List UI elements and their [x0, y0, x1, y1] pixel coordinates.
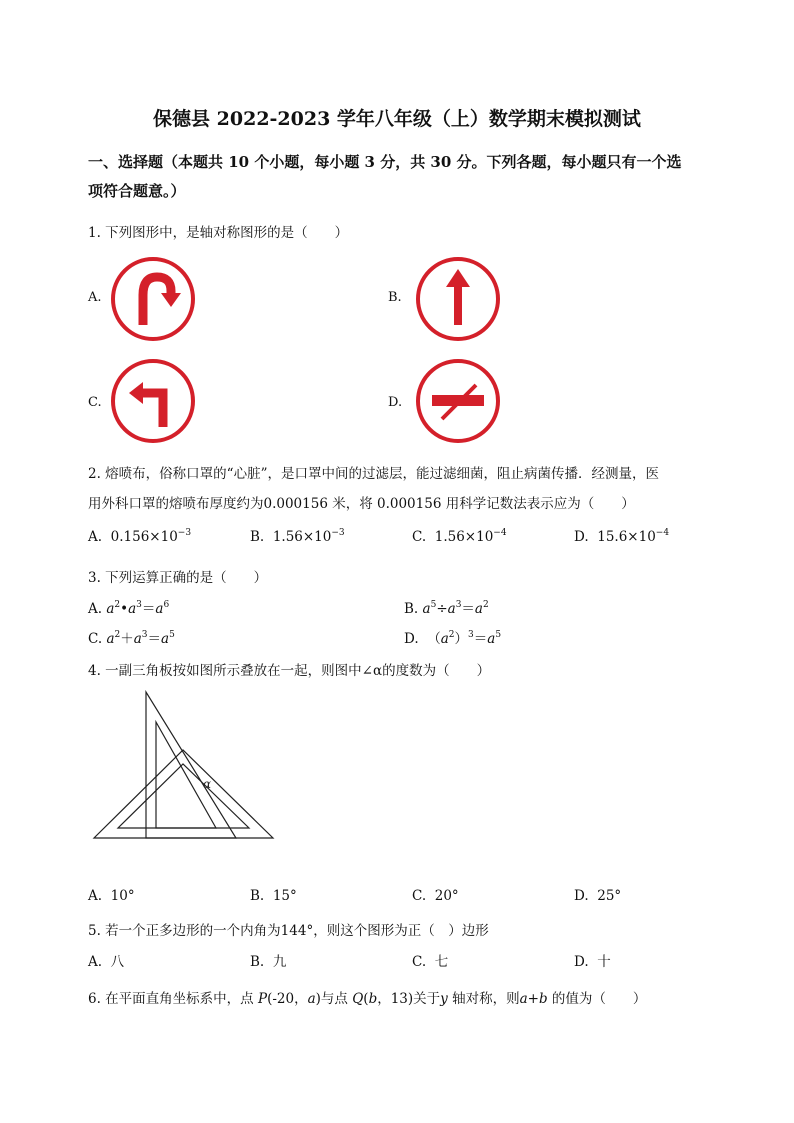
- question-2-line1: 2. 熔喷布，俗称口罩的“心脏”，是口罩中间的过滤层，能过滤细菌，阻止病菌传播．经测量，医: [88, 466, 659, 482]
- q1-option-c-label: C.: [88, 395, 102, 410]
- q2-option-d: D. $15.6\times 10^{-4}$: [574, 528, 670, 545]
- q1-option-b-label: B.: [388, 290, 402, 305]
- q5-option-d: D. 十: [574, 954, 611, 970]
- section-heading-line1: 一、选择题（本题共 10 个小题，每小题 3 分，共 30 分。下列各题，每小题只有一个选: [88, 153, 682, 171]
- q3-option-c: C. $a^2+a^3=a^5$: [88, 630, 175, 647]
- q5-option-c: C. 七: [412, 954, 449, 970]
- triangle-rulers-figure: [92, 690, 277, 846]
- q5-option-a: A. 八: [88, 954, 125, 970]
- q2-option-c: C. $1.56\times 10^{-4}$: [412, 528, 507, 545]
- left-turn-arrow-sign-icon: [109, 357, 197, 449]
- q1-option-d-label: D.: [388, 395, 403, 410]
- q2-option-a: A. $0.156\times 10^{-3}$: [88, 528, 192, 545]
- q4-option-b: B. 15°: [250, 888, 297, 904]
- question-6-text: 6. 在平面直角坐标系中，点 P(-20，a)与点 Q(b，13)关于y 轴对称，则a+b 的值为（ ）: [88, 991, 647, 1007]
- q4-option-a: A. 10°: [88, 888, 135, 904]
- straight-up-arrow-sign-icon: [414, 255, 502, 347]
- alpha-angle-label: α: [203, 777, 212, 791]
- page-title: 保德县 2022-2023 学年八年级（上）数学期末模拟测试: [153, 108, 641, 130]
- no-overtaking-sign-icon: [414, 357, 502, 449]
- q4-option-c: C. 20°: [412, 888, 459, 904]
- q5-option-b: B. 九: [250, 954, 287, 970]
- q3-option-a: A. $a^2•a^3=a^6$: [88, 600, 170, 617]
- question-2-line2: 用外科口罩的熔喷布厚度约为0.000156 米，将 0.000156 用科学记数法表示应为（ ）: [88, 496, 635, 512]
- question-3-text: 3. 下列运算正确的是（ ）: [88, 570, 268, 586]
- q1-option-a-label: A.: [88, 290, 102, 305]
- u-turn-arrow-sign-icon: [109, 255, 197, 347]
- section-heading-line2: 项符合题意。）: [88, 182, 186, 200]
- question-4-text: 4. 一副三角板按如图所示叠放在一起，则图中∠α的度数为（ ）: [88, 663, 491, 679]
- q2-option-b: B. $1.56\times 10^{-3}$: [250, 528, 345, 545]
- q3-option-b: B. $a^5\div a^3=a^2$: [404, 600, 489, 617]
- q3-option-d: D. $(a^2)^3=a^5$: [404, 630, 502, 647]
- q4-option-d: D. 25°: [574, 888, 622, 904]
- question-5-text: 5. 若一个正多边形的一个内角为144°，则这个图形为正（ ）边形: [88, 923, 489, 939]
- question-1-text: 1. 下列图形中，是轴对称图形的是（ ）: [88, 225, 349, 241]
